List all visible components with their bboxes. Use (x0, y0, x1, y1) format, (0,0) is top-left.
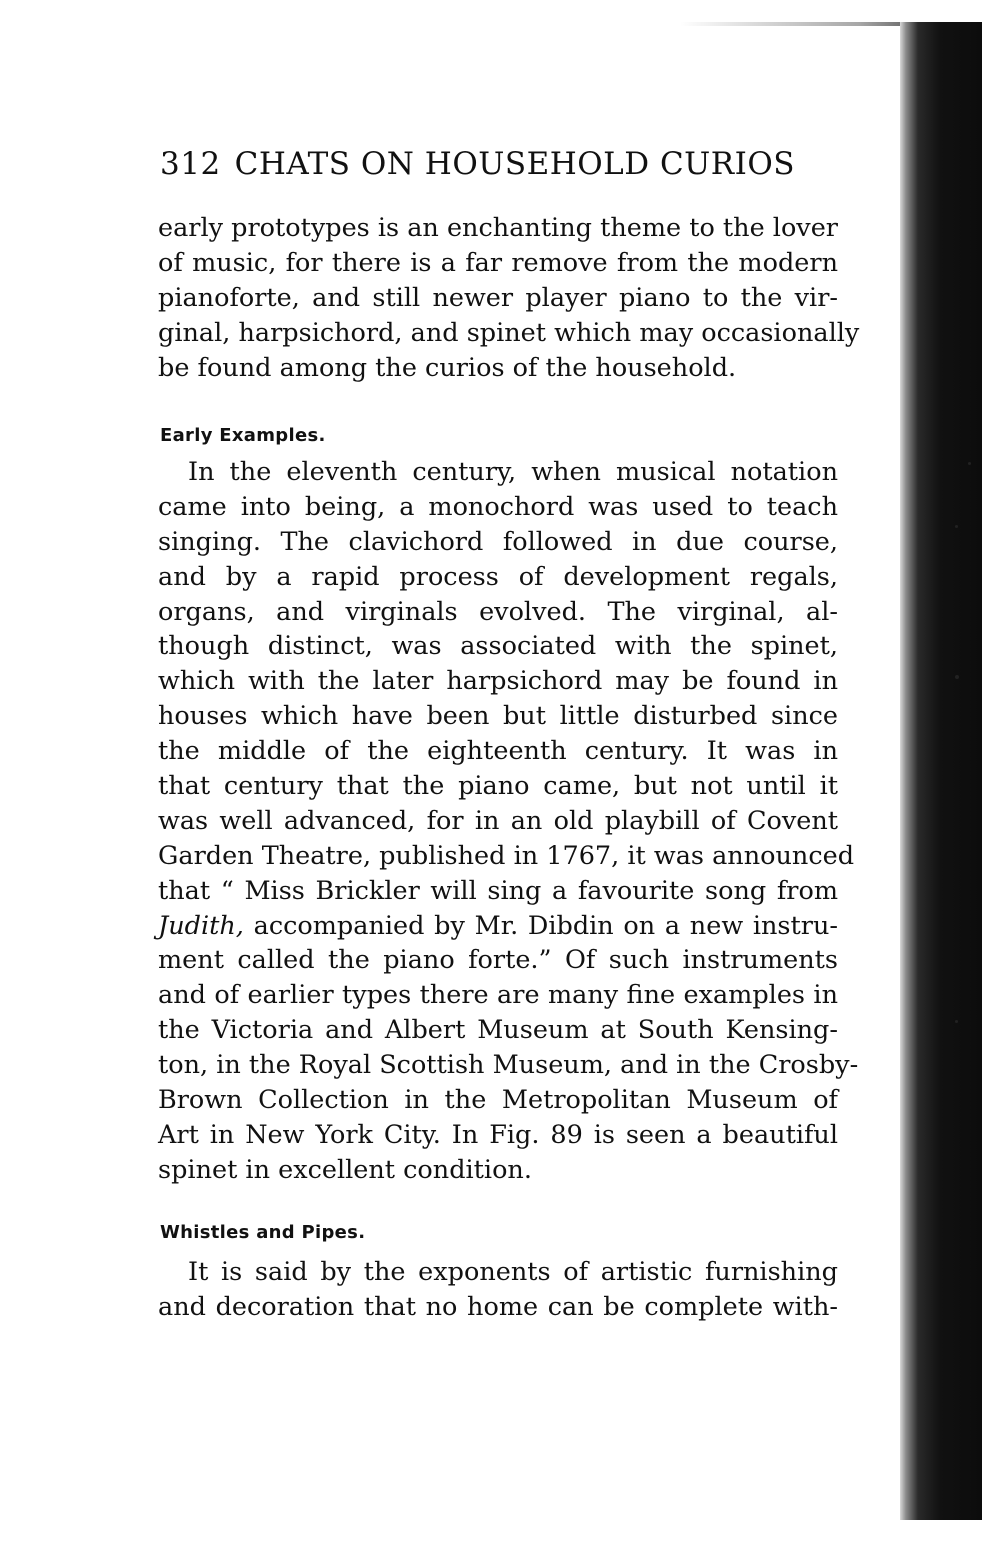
text-line: houses which have been but little disturbed since (158, 701, 838, 732)
text-line: organs, and virginals evolved. The virginal, al- (158, 596, 838, 627)
text-line: early prototypes is an enchanting theme to the lover (158, 213, 838, 243)
text-line: which with the later harpsichord may be found in (158, 666, 838, 697)
text-fragment: accompanied by Mr. Dibdin on a new instru- (253, 910, 838, 941)
text-line: and by a rapid process of development regals, (158, 561, 838, 592)
text-line: Art in New York City. In Fig. 89 is seen a beautiful (158, 1119, 838, 1150)
text-line: In the eleventh century, when musical notation (188, 457, 838, 487)
running-head (160, 146, 860, 182)
text-line: that century that the piano came, but not until it (158, 771, 838, 802)
scan-speck (968, 462, 971, 465)
scan-speck (955, 525, 958, 528)
text-line: singing. The clavichord followed in due course, (158, 526, 838, 557)
text-line: spinet in excellent condition. (158, 1154, 532, 1185)
italic-title: Judith, (158, 910, 244, 941)
text-line: though distinct, was associated with the spinet, (158, 631, 838, 662)
text-line: that “ Miss Brickler will sing a favourite song from (158, 875, 838, 906)
text-line: ment called the piano forte.” Of such instruments (158, 945, 838, 976)
text-line: pianoforte, and still newer player piano to the vir- (158, 282, 838, 313)
scan-speck (955, 675, 959, 679)
text-line: Brown Collection in the Metropolitan Museum of (158, 1085, 838, 1116)
paragraph-whistles-and-pipes (158, 1255, 838, 1325)
text-line: was well advanced, for in an old playbill of Covent (158, 805, 838, 836)
paragraph-early-examples (158, 455, 859, 1188)
text-line: ton, in the Royal Scottish Museum, and in the Crosby- (158, 1050, 859, 1081)
page-number: 312 (160, 146, 221, 182)
paragraph-continued (158, 211, 860, 385)
text-line: and of earlier types there are many fine examples in (158, 980, 838, 1011)
text-line: of music, for there is a far remove from the modern (158, 247, 838, 278)
running-title: CHATS ON HOUSEHOLD CURIOS (234, 146, 796, 182)
text-line (158, 909, 838, 944)
scan-speck (955, 1020, 958, 1023)
section-heading-whistles-and-pipes: Whistles and Pipes. (160, 1222, 366, 1243)
section-heading-early-examples: Early Examples. (160, 425, 326, 446)
text-line: It is said by the exponents of artistic furnishing (188, 1257, 838, 1287)
text-line: and decoration that no home can be complete with- (158, 1291, 838, 1322)
text-line: came into being, a monochord was used to teach (158, 491, 838, 522)
text-line: ginal, harpsichord, and spinet which may occasionally (158, 317, 860, 348)
text-line: the Victoria and Albert Museum at South Kensing- (158, 1015, 838, 1046)
text-line: Garden Theatre, published in 1767, it was announced (158, 840, 855, 871)
text-line: be found among the curios of the household. (158, 352, 737, 383)
book-binding-edge (900, 22, 982, 1520)
text-line: the middle of the eighteenth century. It was in (158, 736, 838, 767)
